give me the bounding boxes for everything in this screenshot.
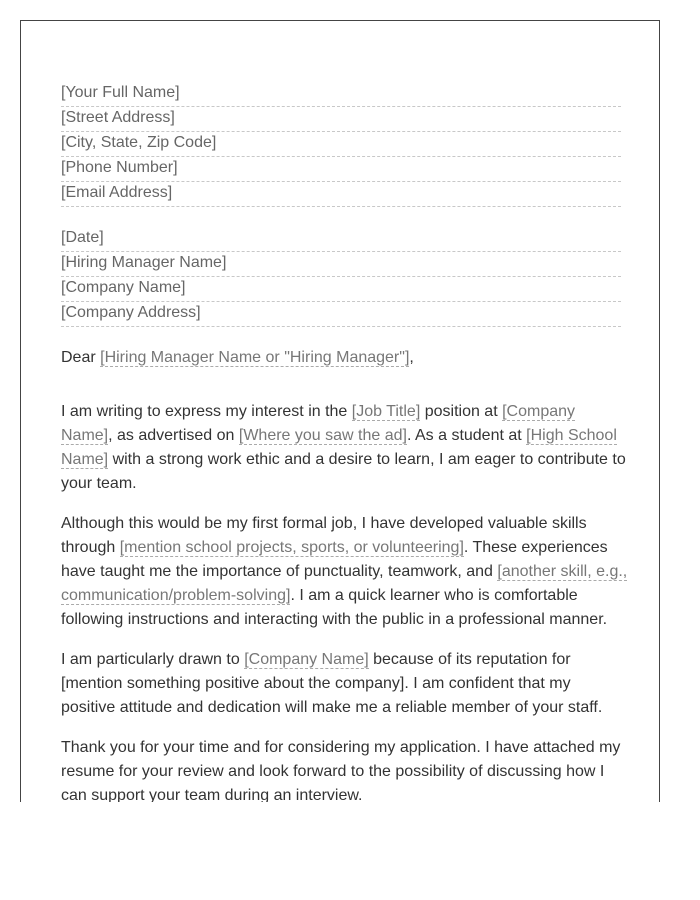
skill-placeholder[interactable]: [another skill, e.g., communication/problem-solving] [61, 563, 628, 604]
text: I am particularly drawn to [61, 651, 245, 668]
letter-page [20, 20, 660, 802]
sender-full-name-field[interactable]: [Your Full Name] [61, 82, 621, 107]
body-paragraph-4: Thank you for your time and for considering my application. I have attached my resume for your review and look forward to the possibility of discussing how I can support your team during an interview. [61, 739, 621, 802]
sender-phone-field[interactable]: [Phone Number] [61, 157, 621, 182]
school-name-placeholder[interactable]: [High School Name] [61, 427, 617, 468]
salutation-suffix: , [409, 349, 414, 366]
text: Although this would be my first formal job, I have developed valuable skills through [61, 515, 587, 556]
date-field[interactable]: [Date] [61, 227, 621, 252]
activities-placeholder[interactable]: [mention school projects, sports, or volunteering] [119, 539, 464, 556]
company-name-field[interactable]: [Company Name] [61, 277, 621, 302]
body-paragraph-1 [61, 400, 629, 496]
hiring-manager-field[interactable]: [Hiring Manager Name] [61, 252, 621, 277]
salutation-prefix: Dear [61, 349, 101, 366]
salutation-placeholder[interactable]: [Hiring Manager Name or "Hiring Manager"] [100, 349, 410, 366]
salutation [61, 347, 621, 369]
text: position at [420, 403, 503, 420]
text: I am writing to express my interest in the [61, 403, 352, 420]
ad-source-placeholder[interactable]: [Where you saw the ad] [238, 427, 407, 444]
text: . As a student at [406, 427, 527, 444]
sender-street-field[interactable]: [Street Address] [61, 107, 621, 132]
text: , as advertised on [108, 427, 239, 444]
text: . I am a quick learner who is comfortable following instructions and interacting with the public in a professional manner. [61, 587, 608, 628]
sender-email-field[interactable]: [Email Address] [61, 182, 621, 207]
body-paragraph-3 [61, 648, 629, 720]
sender-city-field[interactable]: [City, State, Zip Code] [61, 132, 621, 157]
text: because of its reputation for [mention something positive about the company]. I am confident that my positive attitude and dedication will make me a reliable member of your staff. [61, 651, 603, 716]
company-address-field[interactable]: [Company Address] [61, 302, 621, 327]
job-title-placeholder[interactable]: [Job Title] [351, 403, 421, 420]
company-name-placeholder[interactable]: [Company Name] [244, 651, 369, 668]
text: with a strong work ethic and a desire to learn, I am eager to contribute to your team. [61, 451, 626, 492]
text: . These experiences have taught me the importance of punctuality, teamwork, and [61, 539, 608, 580]
body-paragraph-2 [61, 512, 629, 632]
company-name-placeholder[interactable]: [Company Name] [61, 403, 576, 444]
